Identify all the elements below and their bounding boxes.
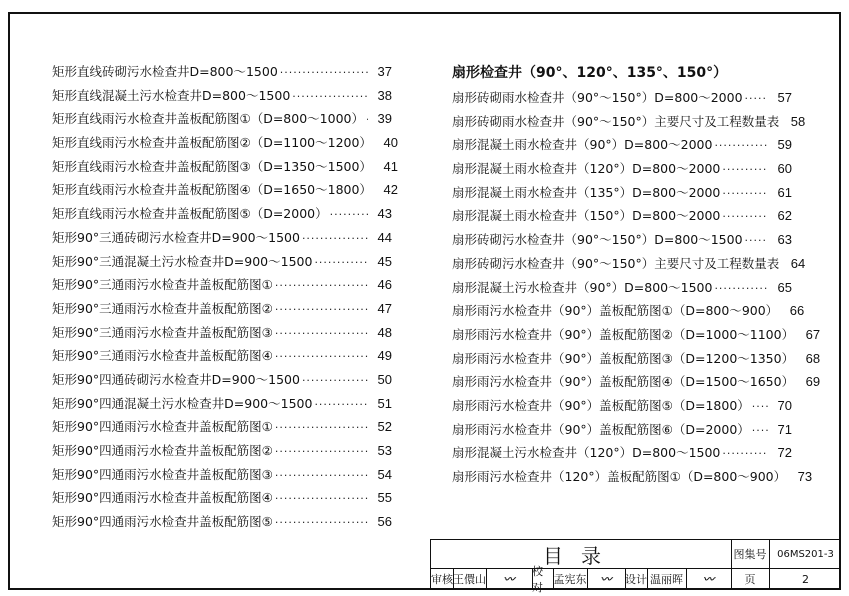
toc-entry-title: 扇形砖砌雨水检查井（90°～150°）主要尺寸及工程数量表 [452,113,780,129]
toc-left-column [52,60,398,534]
toc-entry-page: 44 [377,229,392,245]
atlas-number-label: 图集号 [733,548,767,561]
toc-entry-title: 扇形雨污水检查井（90°）盖板配筋图①（D=800～900） [452,303,779,319]
toc-entry[interactable] [52,84,392,108]
review-label: 审核 [431,573,453,586]
designer-name: 温丽晖 [650,573,683,586]
toc-entry-page: 50 [377,371,392,387]
toc-entry[interactable] [452,86,792,110]
toc-entry-title: 扇形混凝土雨水检查井（135°）D=800～2000 [452,184,721,200]
toc-entry-page: 40 [383,135,398,151]
dot-leader [275,511,368,535]
toc-entry-page: 51 [377,395,392,411]
dot-leader [275,440,368,464]
toc-entry-title: 矩形直线雨污水检查井盖板配筋图①（D=800～1000） [52,111,364,127]
toc-entry-title: 矩形90°三通雨污水检查井盖板配筋图④ [52,348,273,364]
dot-leader [292,85,368,109]
toc-entry[interactable] [52,486,392,510]
dot-leader [275,274,368,298]
toc-entry-title: 矩形90°四通混凝土污水检查井D=900～1500 [52,395,313,411]
toc-entry[interactable] [452,252,806,276]
dot-leader [752,419,768,443]
toc-entry[interactable] [52,510,392,534]
toc-entry[interactable] [452,181,792,205]
toc-entry-page: 48 [377,324,392,340]
dot-leader [366,108,368,132]
toc-entry-title: 扇形雨污水检查井（90°）盖板配筋图⑥（D=2000） [452,421,750,437]
toc-entry-page: 45 [377,253,392,269]
toc-entry-title: 矩形90°四通雨污水检查井盖板配筋图⑤ [52,514,273,530]
toc-entry[interactable] [52,131,398,155]
dot-leader [314,251,368,275]
checker-name: 孟宪东 [553,573,587,586]
title-block [430,539,841,594]
toc-entry-title: 扇形砖砌污水检查井（90°～150°）D=800～1500 [452,232,743,248]
toc-entry-page: 39 [377,111,392,127]
toc-entry-title: 矩形直线雨污水检查井盖板配筋图④（D=1650～1800） [52,182,372,198]
dot-leader [722,182,768,206]
toc-entry[interactable] [452,418,792,442]
toc-entry[interactable] [52,344,392,368]
toc-entry-title: 扇形雨污水检查井（90°）盖板配筋图⑤（D=1800） [452,397,750,413]
toc-entry-page: 72 [777,445,792,461]
toc-entry[interactable] [52,273,392,297]
toc-entry-page: 58 [790,113,806,129]
toc-entry-title: 矩形90°四通雨污水检查井盖板配筋图① [52,419,273,435]
toc-entry-page: 49 [377,348,392,364]
toc-entry[interactable] [52,60,392,84]
toc-entry[interactable] [52,226,392,250]
toc-entry[interactable] [452,276,792,300]
toc-entry-title: 扇形混凝土污水检查井（90°）D=800～1500 [452,279,713,295]
dot-leader [752,395,768,419]
toc-entry[interactable] [52,321,392,345]
dot-leader [745,87,768,111]
toc-entry-title: 矩形90°四通雨污水检查井盖板配筋图④ [52,490,273,506]
toc-entry-page: 64 [790,255,806,271]
toc-entry-page: 56 [377,514,392,530]
check-label: 校对 [532,565,543,594]
toc-entry-title: 矩形直线雨污水检查井盖板配筋图②（D=1100～1200） [52,135,372,151]
toc-entry-page: 37 [377,64,392,79]
dot-leader [275,322,368,346]
toc-entry[interactable] [452,465,813,489]
dot-leader [280,61,368,85]
toc-entry[interactable] [52,463,392,487]
dot-leader [302,227,368,251]
dot-leader [275,416,368,440]
toc-entry-title: 矩形直线雨污水检查井盖板配筋图⑤（D=2000） [52,206,328,222]
dot-leader [302,369,368,393]
toc-entry-title: 矩形90°三通雨污水检查井盖板配筋图② [52,300,273,316]
toc-entry-title: 扇形雨污水检查井（90°）盖板配筋图④（D=1500～1650） [452,374,795,390]
toc-entry-page: 62 [777,208,792,224]
toc-entry[interactable] [52,368,392,392]
toc-entry-page: 41 [383,158,398,174]
toc-entry[interactable] [52,178,398,202]
toc-entry-page: 65 [777,279,792,295]
checker-signature: 〰 [600,573,612,586]
dot-leader [714,277,768,301]
toc-entry-page: 69 [805,374,821,390]
toc-entry-title: 扇形砖砌污水检查井（90°～150°）主要尺寸及工程数量表 [452,255,780,271]
toc-entry-page: 52 [377,419,392,435]
toc-entry-page: 70 [777,397,792,413]
dot-leader [275,487,368,511]
toc-entry[interactable] [452,204,792,228]
reviewer-name: 王儇山 [453,573,486,586]
toc-entry-title: 矩形90°三通雨污水检查井盖板配筋图③ [52,324,273,340]
toc-entry-page: 67 [805,326,821,342]
toc-entry[interactable] [52,439,392,463]
toc-entry[interactable] [452,347,821,371]
toc-entry-title: 矩形直线砖砌污水检查井D=800～1500 [52,64,278,79]
toc-entry-page: 38 [377,87,392,103]
toc-entry[interactable] [452,228,792,252]
toc-entry-title: 矩形直线混凝土污水检查井D=800～1500 [52,87,291,103]
toc-entry[interactable] [452,370,821,394]
toc-right-column [452,60,821,489]
dot-leader [330,203,368,227]
toc-entry-title: 矩形90°三通混凝土污水检查井D=900～1500 [52,253,313,269]
toc-entry-page: 59 [777,137,792,153]
toc-entry-title: 矩形90°四通雨污水检查井盖板配筋图② [52,443,273,458]
toc-entry-page: 55 [377,490,392,506]
dot-leader [314,393,368,417]
toc-entry[interactable] [52,297,392,321]
page-label: 页 [744,573,756,586]
toc-entry[interactable] [452,441,792,465]
toc-entry-page: 54 [377,466,392,482]
dot-leader [745,229,768,253]
reviewer-signature: 〰 [503,573,515,586]
toc-entry-title: 矩形90°四通雨污水检查井盖板配筋图③ [52,466,273,482]
toc-entry-page: 43 [377,206,392,222]
atlas-number: 06MS201-3 [777,548,834,560]
toc-entry[interactable] [452,299,805,323]
toc-entry-title: 矩形90°三通雨污水检查井盖板配筋图① [52,277,273,293]
toc-entry-title: 扇形雨污水检查井（90°）盖板配筋图③（D=1200～1350） [452,350,795,366]
toc-entry[interactable] [52,250,392,274]
toc-entry[interactable] [52,415,392,439]
toc-entry-page: 46 [377,277,392,293]
toc-entry-title: 扇形混凝土雨水检查井（120°）D=800～2000 [452,161,721,177]
toc-entry-page: 73 [797,469,813,484]
toc-entry[interactable] [52,107,392,131]
toc-entry-title: 矩形90°四通砖砌污水检查井D=900～1500 [52,371,300,387]
page-number: 2 [802,572,809,586]
dot-leader [275,464,368,488]
design-label: 设计 [625,573,647,586]
section-title: 扇形检查井（90°、120°、135°、150°） [452,65,728,81]
toc-entry-page: 42 [383,182,398,198]
toc-entry-page: 66 [789,303,805,319]
toc-entry-title: 扇形混凝土雨水检查井（150°）D=800～2000 [452,208,721,224]
toc-entry-page: 57 [777,90,792,105]
toc-entry-title: 扇形混凝土污水检查井（120°）D=800～1500 [452,445,721,461]
toc-entry-page: 47 [377,300,392,316]
toc-entry[interactable] [52,155,398,179]
toc-entry-title: 扇形混凝土雨水检查井（90°）D=800～2000 [452,137,713,153]
dot-leader [714,134,768,158]
page-title: 目录 [543,543,619,568]
toc-entry[interactable] [452,110,806,134]
toc-entry[interactable] [52,392,392,416]
toc-entry-page: 61 [777,184,792,200]
toc-entry[interactable] [452,394,792,418]
toc-entry[interactable] [452,323,821,347]
toc-entry[interactable] [52,202,392,226]
toc-entry-title: 扇形雨污水检查井（120°）盖板配筋图①（D=800～900） [452,469,787,484]
toc-entry-page: 53 [377,443,392,458]
dot-leader [722,442,768,466]
designer-signature: 〰 [703,573,714,586]
toc-entry-page: 63 [777,232,792,248]
toc-entry-title: 矩形直线雨污水检查井盖板配筋图③（D=1350～1500） [52,158,372,174]
dot-leader [275,345,368,369]
toc-entry-page: 71 [777,421,792,437]
toc-entry[interactable] [452,133,792,157]
toc-entry-title: 扇形砖砌雨水检查井（90°～150°）D=800～2000 [452,90,743,105]
dot-leader [722,205,768,229]
toc-entry-page: 60 [777,161,792,177]
dot-leader [722,158,768,182]
toc-entry-title: 矩形90°三通砖砌污水检查井D=900～1500 [52,229,300,245]
toc-entry-page: 68 [805,350,821,366]
toc-entry[interactable] [452,157,792,181]
dot-leader [275,298,368,322]
toc-entry-title: 扇形雨污水检查井（90°）盖板配筋图②（D=1000～1100） [452,326,795,342]
